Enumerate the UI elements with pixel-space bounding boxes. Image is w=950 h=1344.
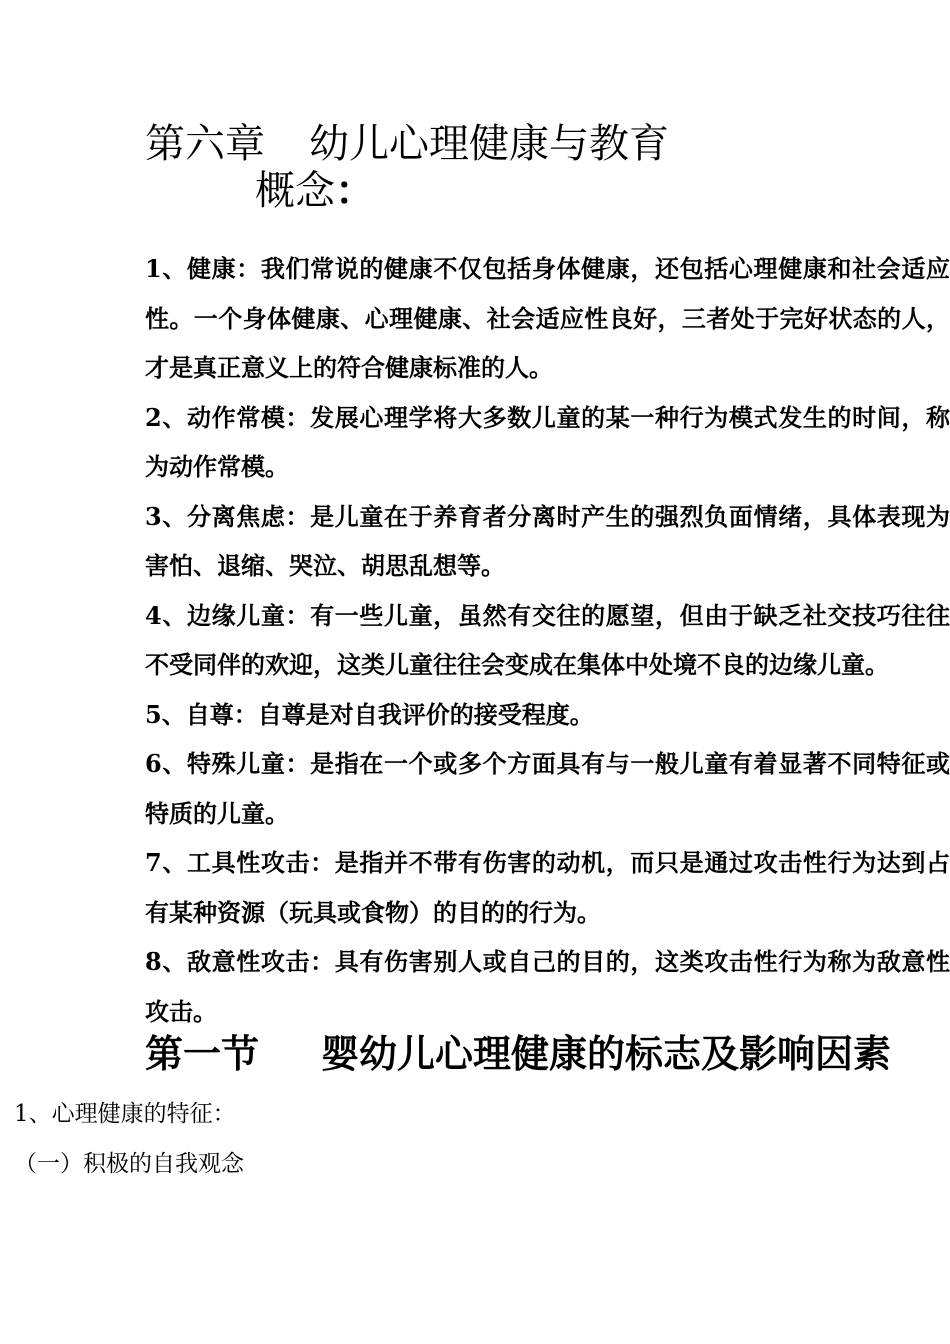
- definition-item-self-esteem: [145, 690, 950, 740]
- definition-item-marginal-children: [145, 591, 950, 690]
- definition-label: 8、敌意性攻击：: [145, 947, 335, 976]
- section-title: [145, 1028, 891, 1080]
- definition-label: 7、工具性攻击：: [145, 848, 335, 877]
- definition-label: 5、自尊：: [145, 699, 258, 729]
- chapter-number: 第六章: [145, 120, 265, 167]
- definition-item-motor-norm: [145, 393, 950, 492]
- definition-item-hostile-aggression: [145, 937, 950, 1036]
- definition-item-separation-anxiety: [145, 492, 950, 591]
- section-number: 第一节: [145, 1031, 260, 1076]
- definition-text: 具有伤害别人或自己的目的，这类攻击性行为称为敌意性攻击。: [145, 947, 950, 1026]
- definition-text: 自尊是对自我评价的接受程度。: [257, 699, 594, 729]
- concepts-heading: [255, 165, 375, 217]
- definition-text: 是指并不带有伤害的动机，而只是通过攻击性行为达到占有某种资源（玩具或食物）的目的的行为。: [145, 848, 950, 927]
- definition-list: [145, 244, 950, 1036]
- definition-label: 2、动作常模：: [145, 402, 311, 432]
- subheading-positive-self-concept: （一）积极的自我观念: [14, 1151, 244, 1177]
- definition-label: 3、分离焦虑：: [145, 501, 311, 531]
- concepts-heading-text: 概念: [255, 168, 335, 214]
- definition-item-health: [145, 244, 950, 393]
- chapter-title: [145, 119, 669, 169]
- definition-label: 4、边缘儿童：: [145, 600, 311, 630]
- definition-text: 是儿童在于养育者分离时产生的强烈负面情绪，具体表现为害怕、退缩、哭泣、胡思乱想等。: [145, 501, 950, 580]
- chapter-name: 幼儿心理健康与教育: [309, 120, 669, 167]
- definition-text: 发展心理学将大多数儿童的某一种行为模式发生的时间，称为动作常模。: [145, 402, 950, 481]
- definition-text: 我们常说的健康不仅包括身体健康，还包括心理健康和社会适应性。一个身体健康、心理健康、社会适应性良好，三者处于完好状态的人，才是真正意义上的符合健康标准的人。: [145, 254, 950, 382]
- section-name: 婴幼儿心理健康的标志及影响因素: [321, 1031, 892, 1076]
- definition-text: 有一些儿童，虽然有交往的愿望，但由于缺乏社交技巧往往不受同伴的欢迎，这类儿童往往会变成在集体中处境不良的边缘儿童。: [145, 600, 950, 679]
- definition-item-instrumental-aggression: [145, 838, 950, 937]
- concepts-heading-colon: ：: [335, 167, 375, 214]
- definition-text: 是指在一个或多个方面具有与一般儿童有着显著不同特征或特质的儿童。: [145, 749, 950, 828]
- definition-label: 1、健康：: [145, 254, 261, 283]
- definition-label: 6、特殊儿童：: [145, 749, 311, 778]
- definition-item-special-children: [145, 739, 950, 838]
- subheading-mental-health-features: 1、心理健康的特征：: [14, 1101, 236, 1127]
